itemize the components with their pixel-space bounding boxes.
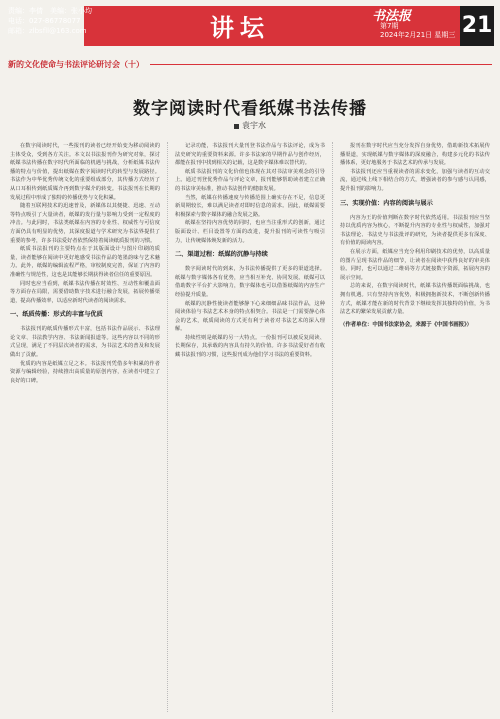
email-line: 邮箱：zlbsfll@163.com <box>8 27 87 35</box>
article-byline <box>8 120 492 131</box>
issue-date: 2024年2月21日 星期三 <box>380 31 456 39</box>
series-label: 新的文化使命与书法评论研讨会（十） <box>8 57 150 71</box>
paragraph: 纸媒的沉静性使读者能够静下心来细细品味书法作品，这种阅读体验与书法艺术本身的特点相契合。书法是一门需要静心体会的艺术，纸质阅读的方式更有利于读者对书法艺术的深入理解。 <box>175 300 325 333</box>
paragraph: 书法报刊的纸质传播形式丰富，包括书法作品展示、书法理论文章、书法教学内容、书法新闻报道等。这些内容以不同的形式呈现，满足了不同层次读者的需求，为书法艺术的普及和发展做出了贡献。 <box>10 326 160 359</box>
paper-logo: 书法报 <box>372 9 412 24</box>
paragraph: 同时也应当看到，纸媒书法传播在时效性、互动性和覆盖面等方面存在局限，需要借助数字技术进行融合发展，拓展传播渠道，提高传播效率，以适应新时代读者的阅读需求。 <box>10 280 160 304</box>
paragraph: 总的来说，在数字阅读时代，纸媒书法传播既面临挑战，也拥有机遇。只有坚持内容优势，积极拥抱新技术，不断创新传播方式，纸媒才能在新的时代背景下继续发挥其独特的价值，为书法艺术的繁荣发展贡献力量。 <box>340 283 490 316</box>
paragraph: 随着互联网技术的迅速普及，新媒体以其便捷、迅速、互动等特点吸引了大量读者，纸媒的发行量与影响力受到一定程度的冲击。与此同时，书法类纸媒在内容的专业性、权威性与可信度方面仍具有明显的优势，其深度报道与学术研究为书法界提供了重要的参考，许多书法爱好者依然保持着阅读纸质报刊的习惯。 <box>10 203 160 244</box>
column-divider <box>167 142 168 712</box>
author-affiliation-note: （作者单位：中国书法家协会，来源于《中国书画报》） <box>340 321 473 328</box>
byline-square-icon <box>234 124 239 129</box>
page-number: 21 <box>460 6 494 46</box>
paragraph: 数字阅读时代的到来，为书法传播提供了更多的渠道选择。纸媒与数字媒体各有优势，应当相互补充、协同发展。纸媒可以借助数字平台扩大影响力，数字媒体也可以借鉴纸媒的内容生产经验提升质量。 <box>175 266 325 298</box>
page-header <box>0 0 500 52</box>
paragraph: 优质的内容是纸媒立足之本。书法报刊凭借多年积累的作者资源与编辑经验，持续推出高质量的原创内容，在读者中建立了良好的口碑。 <box>10 360 160 384</box>
paragraph: 在数字阅读时代，一些报刊的读者已经开始变为移动阅读的主体受众，受到各方关注。本文以书法报刊作为研究对象，探讨纸媒书法传播在数字时代所面临的机遇与挑战，分析纸媒书法传播的特点与价值，提出纸媒在数字阅读时代的转型与发展路径。书法作为中华优秀传统文化的重要组成部分，其传播方式经历了从口耳相传到纸质媒介再到数字媒介的转变。书法报刊在长期的发展过程中形成了独特的传播优势与文化积累。 <box>10 143 160 201</box>
issue-info <box>380 22 456 40</box>
editor-info <box>8 6 128 36</box>
series-banner <box>8 57 492 71</box>
paragraph: 记录功能，书法报刊大量刊登书法作品与书法评论，成为书法史研究的重要资料来源。许多书法家的早期作品与创作经历，都能在报刊中找到相关的记载，这是数字媒体难以替代的。 <box>175 143 325 167</box>
paragraph: 当然，纸媒在传播速度与传播范围上确实存在不足，信息更新周期较长，难以满足读者对即时信息的需求。因此，纸媒需要积极探索与数字媒体的融合发展之路。 <box>175 194 325 218</box>
paragraph: 纸质书法报刊的文化价值也体现在其对书法审美观念的引导上。通过刊登优秀作品与评论文章，报刊能够帮助读者建立正确的书法审美标准，推动书法创作的健康发展。 <box>175 168 325 192</box>
paragraph: 内容为王的价值判断在数字时代依然适用。书法报刊应当坚持以优质内容为核心，不断提升内容的专业性与权威性，加强对书法理论、书法史与书法批评的研究，为读者提供更多有深度、有价值的阅读内容。 <box>340 214 490 247</box>
subheading-3: 三、实现价值：内容的阅读与展示 <box>340 199 433 207</box>
article-title: 数字阅读时代看纸媒书法传播 <box>133 99 367 119</box>
paragraph: 纸质书法报刊的主要特点在于其版面设计与图片印刷的质量，读者能够在阅读中更好地感受书法作品的笔墨韵味与艺术魅力。此外，纸媒的编辑流程严格，审校制度完善，保证了内容的准确性与规范性，这也是其能够长期获得读者信任的重要原因。 <box>10 246 160 278</box>
phone-line: 电话：027-86778077 <box>8 17 81 25</box>
article-column-3 <box>340 142 490 712</box>
subheading-2: 二、渠道过程：纸媒的沉静与持续 <box>175 251 268 259</box>
article-column-1 <box>10 142 160 712</box>
paragraph: 纸媒在坚持内容优势的同时，也应当注重形式的创新，通过版面设计、栏目设置等方面的改进，提升报刊的可读性与吸引力，让传统媒体焕发新的活力。 <box>175 220 325 244</box>
paragraph: 报刊在数字时代应当充分发挥自身优势，借助新技术拓展传播渠道，实现纸媒与数字媒体的深度融合，构建多元化的书法传播体系，更好地服务于书法艺术的传承与发展。 <box>340 143 490 167</box>
editor-line: 责编：李倩 美编：张小均 <box>8 7 92 15</box>
issue-number: 第7期 <box>380 22 399 30</box>
column-divider <box>332 142 333 712</box>
paragraph: 在展示方面，纸媒应当充分利用印刷技术的优势，以高质量的图片呈现书法作品的细节，让读者在阅读中获得良好的审美体验。同时，也可以通过二维码等方式链接数字资源，拓展内容的展示空间。 <box>340 248 490 281</box>
paragraph: 书法报刊还应当重视读者的需求变化，加强与读者的互动交流，通过线上线下相结合的方式，增强读者的参与感与认同感，提升报刊的影响力。 <box>340 168 490 192</box>
subheading-1: 一、纸质传播：形式的丰富与优质 <box>10 311 103 319</box>
article-column-2 <box>175 142 325 712</box>
section-title: 讲坛 <box>210 13 270 42</box>
author-name: 袁宇水 <box>242 121 266 130</box>
paragraph: 持续性则是纸媒的另一大特点。一份报刊可以被反复阅读、长期保存，其承载的内容具有持久的价值。许多书法爱好者有收藏书法报刊的习惯，这些报刊成为他们学习书法的重要资料。 <box>175 334 325 359</box>
